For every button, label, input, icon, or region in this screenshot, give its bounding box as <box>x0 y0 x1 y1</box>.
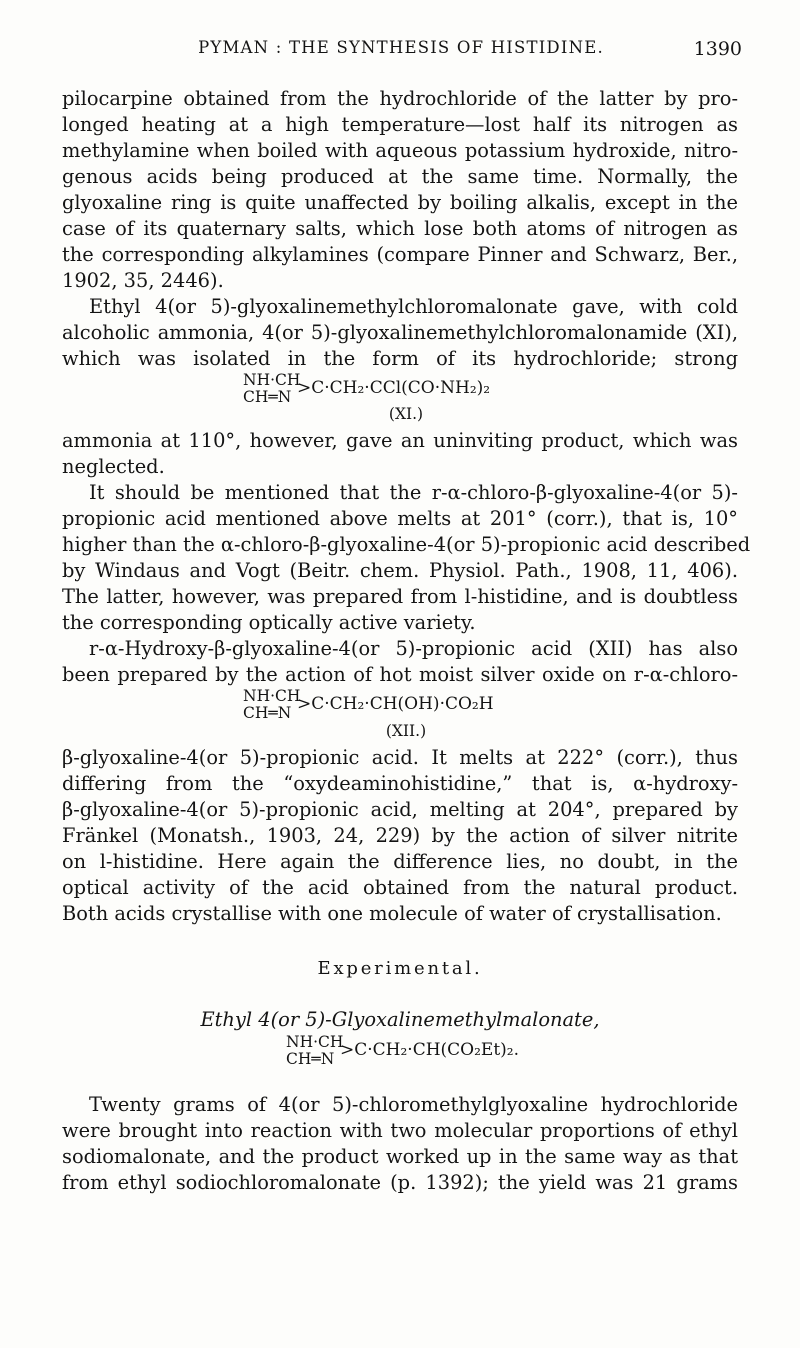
text-line: 1902, 35, 2446). <box>62 269 224 292</box>
text-line: neglected. <box>62 455 165 478</box>
formula-side-chain: >C·CH₂·CCl(CO·NH₂)₂ <box>297 378 491 398</box>
text-line: been prepared by the action of hot moist silver oxide on r-α-chloro- <box>62 663 738 686</box>
text-line: optical activity of the acid obtained from the natural product. <box>62 876 738 899</box>
text-line: It should be mentioned that the r-α-chloro-β-glyoxaline-4(or 5)- <box>89 481 738 504</box>
text-line: ammonia at 110°, however, gave an uninviting product, which was <box>62 429 738 452</box>
page-number: 1390 <box>693 38 742 60</box>
text-line: on l-histidine. Here again the difference lies, no doubt, in the <box>62 850 738 873</box>
compound-title: Ethyl 4(or 5)-Glyoxalinemethylmalonate, <box>200 1008 600 1031</box>
formula-ring-bottom: CH═N <box>243 388 292 406</box>
text-line: methylamine when boiled with aqueous potassium hydroxide, nitro- <box>62 139 738 162</box>
page-header <box>60 38 742 66</box>
text-line: higher than the α-chloro-β-glyoxaline-4(or 5)-propionic acid described <box>62 533 751 556</box>
text-line: case of its quaternary salts, which lose both atoms of nitrogen as <box>62 217 738 240</box>
section-heading: Experimental. <box>317 958 483 979</box>
formula-ring-top: NH·CH <box>286 1033 344 1051</box>
formula-ring-top: NH·CH <box>243 371 301 389</box>
text-line: glyoxaline ring is quite unaffected by boiling alkalis, except in the <box>62 191 738 214</box>
text-line: β-glyoxaline-4(or 5)-propionic acid, melting at 204°, prepared by <box>62 798 738 821</box>
structural-formula-xii <box>243 687 494 722</box>
text-line: Ethyl 4(or 5)-glyoxalinemethylchloromalonate gave, with cold <box>89 295 738 318</box>
text-line: pilocarpine obtained from the hydrochloride of the latter by pro- <box>62 87 738 110</box>
formula-side-chain: >C·CH₂·CH(OH)·CO₂H <box>297 694 494 714</box>
text-line: sodiomalonate, and the product worked up in the same way as that <box>62 1145 738 1168</box>
formula-side-chain: >C·CH₂·CH(CO₂Et)₂. <box>340 1040 520 1060</box>
text-line: differing from the “oxydeaminohistidine,” that is, α-hydroxy- <box>62 772 738 795</box>
text-line: r-α-Hydroxy-β-glyoxaline-4(or 5)-propionic acid (XII) has also <box>89 637 738 660</box>
formula-label-xii: (XII.) <box>385 722 427 740</box>
text-line: Twenty grams of 4(or 5)-chloromethylglyoxaline hydrochloride <box>89 1093 738 1116</box>
text-line: were brought into reaction with two molecular proportions of ethyl <box>62 1119 738 1142</box>
text-line: longed heating at a high temperature—lost half its nitrogen as <box>62 113 738 136</box>
text-line: by Windaus and Vogt (Beitr. chem. Physiol. Path., 1908, 11, 406). <box>62 559 738 582</box>
text-line: propionic acid mentioned above melts at 201° (corr.), that is, 10° <box>62 507 738 530</box>
text-line: alcoholic ammonia, 4(or 5)-glyoxalinemethylchloromalonamide (XI), <box>62 321 738 344</box>
text-line: Fränkel (Monatsh., 1903, 24, 229) by the action of silver nitrite <box>62 824 738 847</box>
text-line: from ethyl sodiochloromalonate (p. 1392); the yield was 21 grams <box>62 1171 738 1194</box>
text-line: The latter, however, was prepared from l-histidine, and is doubtless <box>62 585 738 608</box>
text-line: the corresponding alkylamines (compare Pinner and Schwarz, Ber., <box>62 243 738 266</box>
formula-ring-bottom: CH═N <box>286 1050 335 1068</box>
running-head: PYMAN : THE SYNTHESIS OF HISTIDINE. <box>198 38 604 57</box>
text-line: genous acids being produced at the same time. Normally, the <box>62 165 738 188</box>
text-line: Both acids crystallise with one molecule of water of crystallisation. <box>62 902 722 925</box>
formula-ring-top: NH·CH <box>243 687 301 705</box>
text-line: β-glyoxaline-4(or 5)-propionic acid. It melts at 222° (corr.), thus <box>62 746 738 769</box>
text-line: which was isolated in the form of its hydrochloride; strong <box>62 347 738 370</box>
text-line: the corresponding optically active variety. <box>62 611 476 634</box>
formula-label-xi: (XI.) <box>388 405 424 423</box>
structural-formula-ester <box>286 1033 520 1068</box>
structural-formula-xi <box>243 371 491 406</box>
formula-ring-bottom: CH═N <box>243 704 292 722</box>
